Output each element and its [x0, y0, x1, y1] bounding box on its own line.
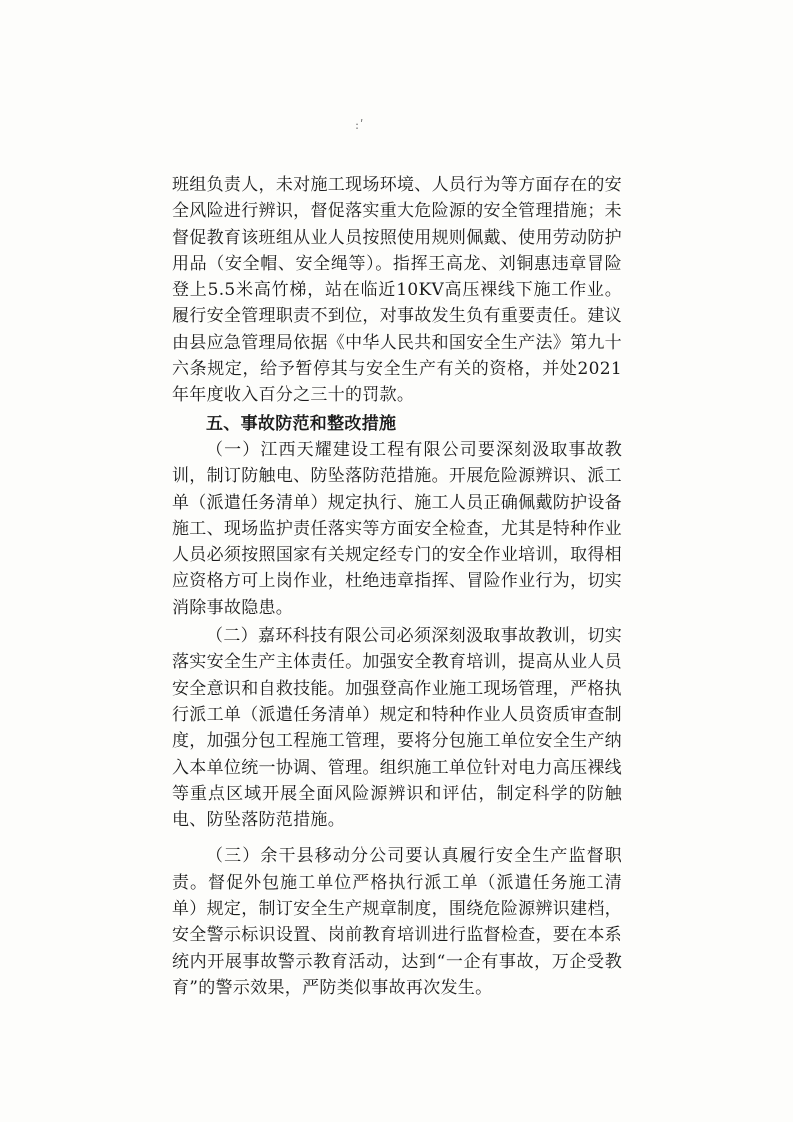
scan-speck-mark: :ʹ — [355, 118, 365, 132]
measure-paragraph-3: （三）余干县移动分公司要认真履行安全生产监督职责。督促外包施工单位严格执行派工单（派遣任务施工清单）规定，制订安全生产规章制度，围绕危险源辨识建档，安全警示标识设置、岗前教育培训进行监督检查，要在本系统内开展事故警示教育活动，达到“一企有事故，万企受教育”的警示效果，严防类似事故再次发生。 — [172, 846, 622, 998]
paragraph-continuation: 班组负责人，未对施工现场环境、人员行为等方面存在的安全风险进行辨识，督促落实重大危险源的安全管理措施；未督促教育该班组从业人员按照使用规则佩戴、使用劳动防护用品（安全帽、安全绳等）。指挥王高龙、刘铜惠违章冒险登上5.5米高竹梯，站在临近10KV高压裸线下施工作业。履行安全管理职责不到位，对事故发生负有重要责任。建议由县应急管理局依据《中华人民共和国安全生产法》第九十六条规定，给予暂停其与安全生产有关的资格，并处2021年年度收入百分之三十的罚款。 — [172, 175, 622, 406]
measure-paragraph-2: （二）嘉环科技有限公司必须深刻汲取事故教训，切实落实安全生产主体责任。加强安全教育培训，提高从业人员安全意识和自救技能。加强登高作业施工现场管理，严格执行派工单（派遣任务清单）规定和特种作业人员资质审查制度，加强分包工程施工管理，要将分包施工单位安全生产纳入本单位统一协调、管理。组织施工单位针对电力高压裸线等重点区域开展全面风险源辨识和评估，制定科学的防触电、防坠落防范措施。 — [172, 626, 622, 831]
document-body — [172, 172, 622, 1001]
section-heading: 五、事故防范和整改措施 — [206, 413, 397, 434]
measure-paragraph-1: （一）江西天耀建设工程有限公司要深刻汲取事故教训，制订防触电、防坠落防范措施。开展危险源辨识、派工单（派遣任务清单）规定执行、施工人员正确佩戴防护设备施工、现场监护责任落实等方面安全检查，尤其是特种作业人员必须按照国家有关规定经专门的安全作业培训，取得相应资格方可上岗作业，杜绝违章指挥、冒险作业行为，切实消除事故隐患。 — [172, 439, 622, 618]
